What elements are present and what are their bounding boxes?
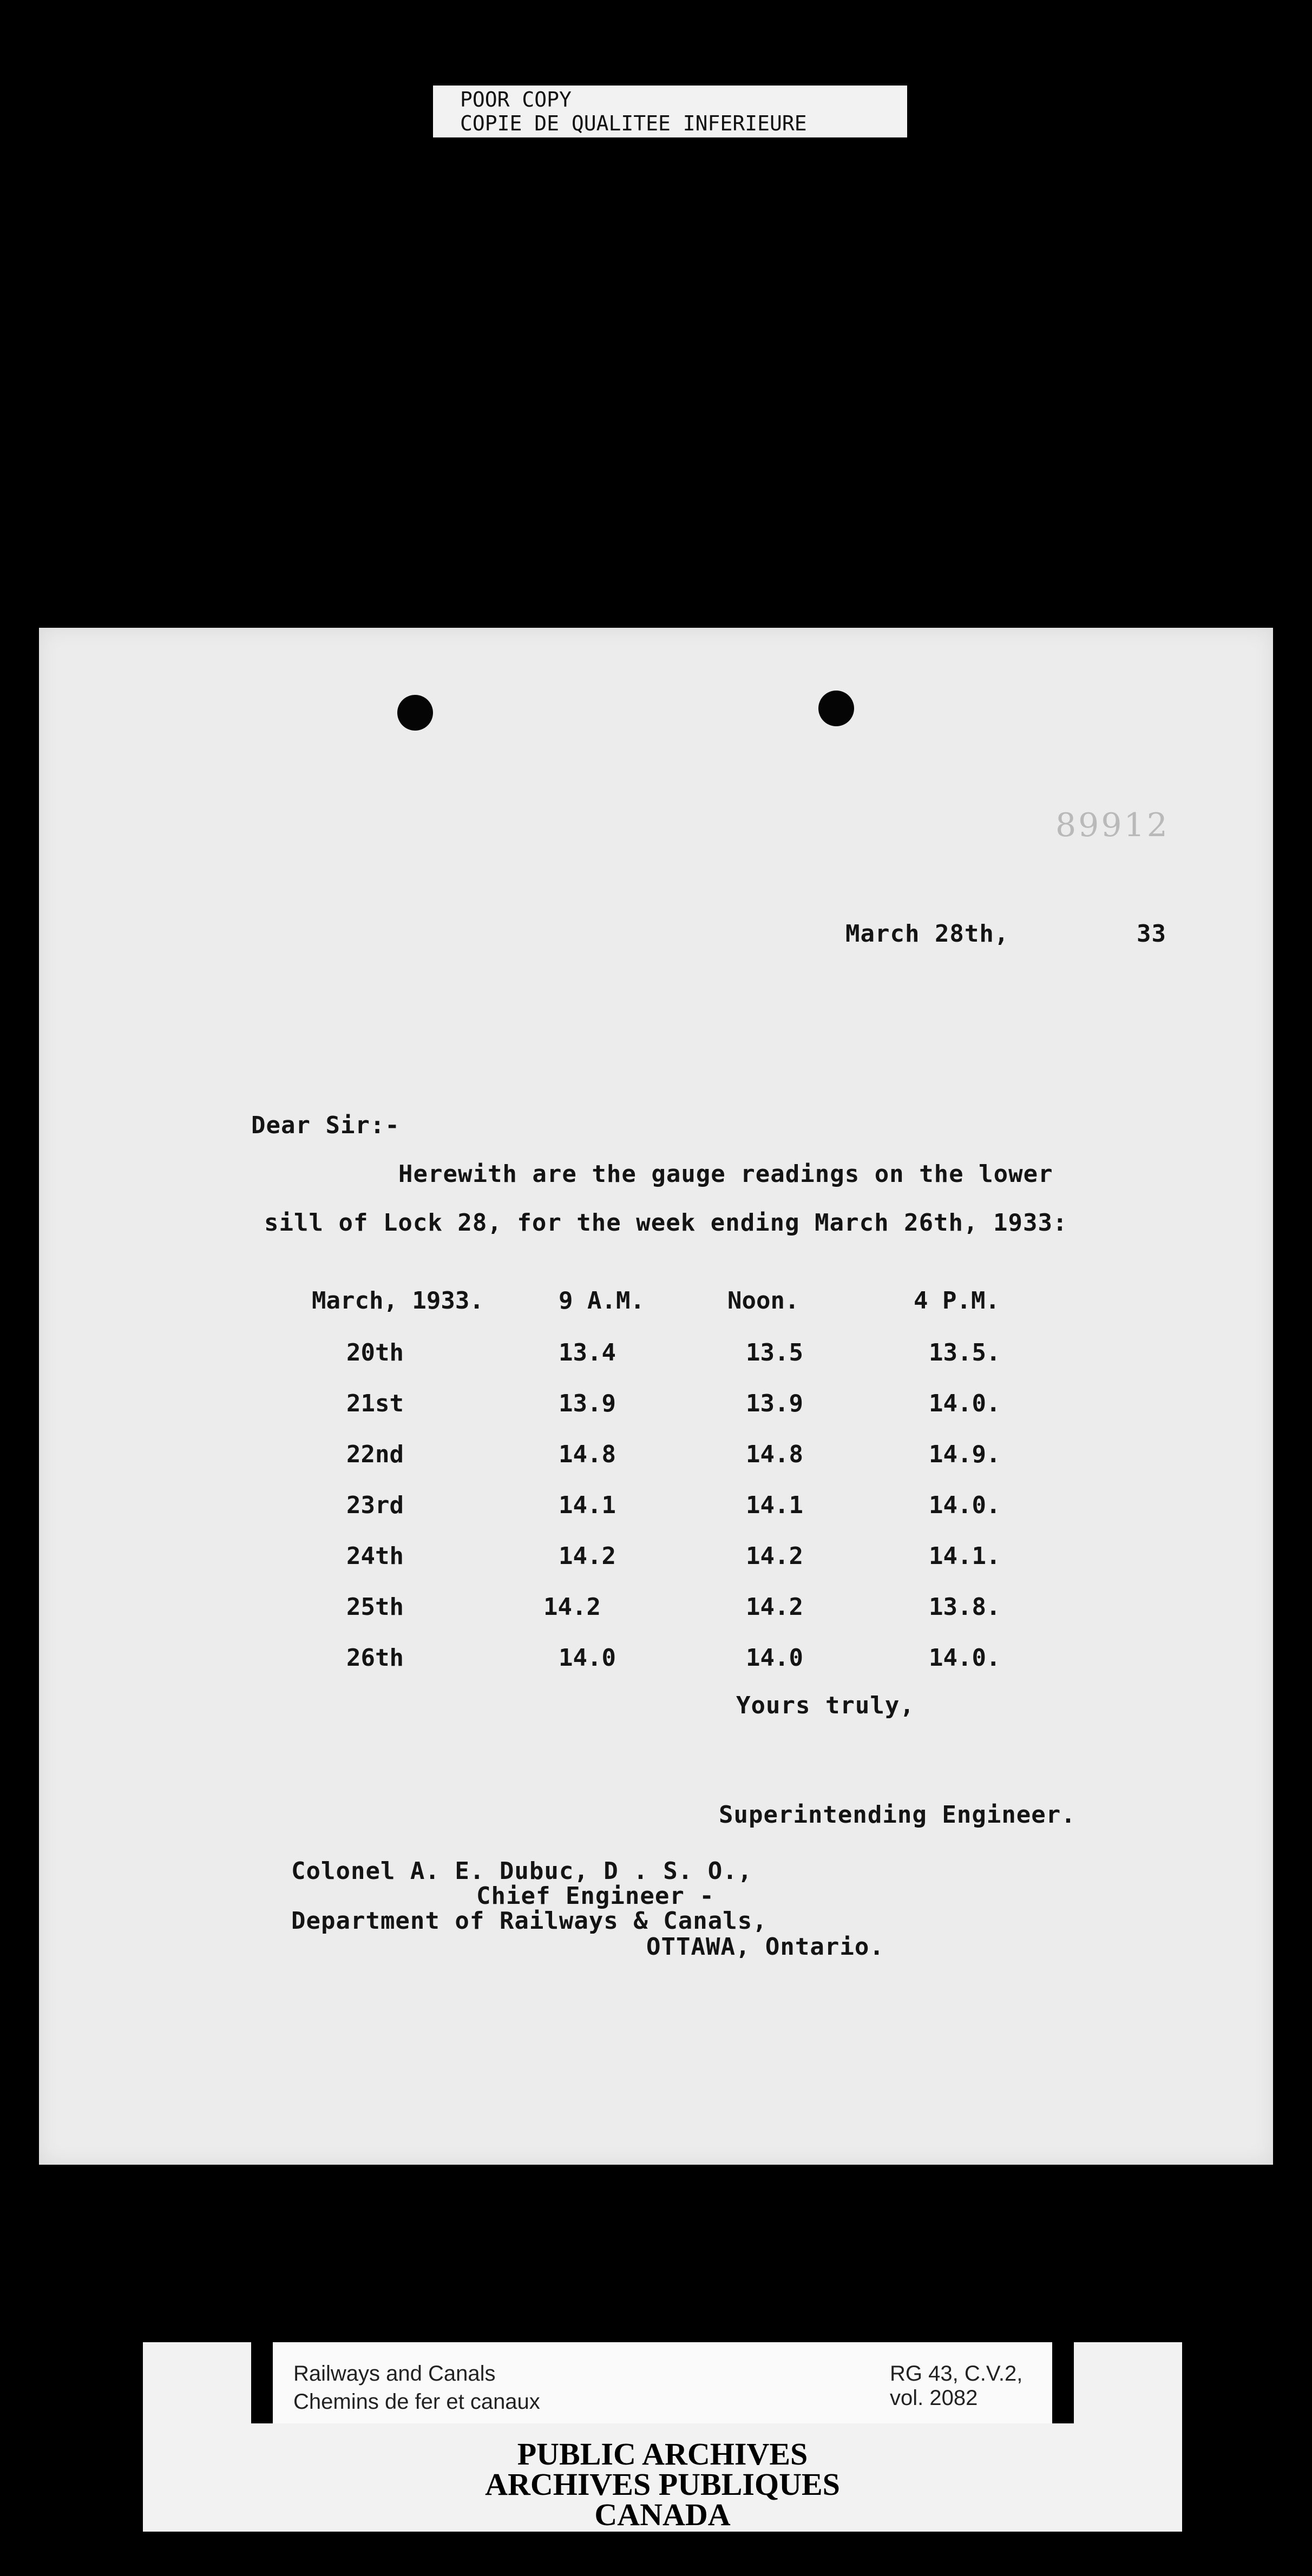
row-9am: 14.2: [543, 1593, 601, 1621]
row-4pm: 14.0.: [929, 1644, 1001, 1672]
row-4pm: 13.8.: [929, 1593, 1001, 1621]
series-en: Railways and Canals: [293, 2362, 496, 2386]
table-header-date: March, 1933.: [312, 1287, 484, 1315]
addressee-title: Chief Engineer -: [476, 1882, 714, 1910]
institution-country: CANADA: [594, 2497, 731, 2532]
row-9am: 13.4: [559, 1339, 616, 1366]
series-fr: Chemins de fer et canaux: [293, 2390, 540, 2414]
salutation: Dear Sir:-: [251, 1112, 400, 1139]
row-noon: 13.5: [746, 1339, 803, 1366]
institution-en: PUBLIC ARCHIVES: [517, 2436, 808, 2472]
addressee-city: OTTAWA, Ontario.: [646, 1933, 884, 1961]
row-noon: 13.9: [746, 1390, 803, 1417]
signature-title: Superintending Engineer.: [719, 1801, 1076, 1829]
row-9am: 14.0: [559, 1644, 616, 1672]
row-noon: 14.2: [746, 1593, 803, 1621]
file-stamp-number: 89912: [1055, 806, 1170, 844]
letter-page: [39, 628, 1273, 2165]
body-line-2: sill of Lock 28, for the week ending March 26th, 1933:: [264, 1209, 1068, 1237]
addressee-name: Colonel A. E. Dubuc, D . S. O.,: [291, 1857, 753, 1885]
closing: Yours truly,: [736, 1692, 915, 1719]
row-day: 20th: [346, 1339, 404, 1366]
footer-tab-left: [251, 2342, 273, 2423]
row-9am: 14.2: [559, 1542, 616, 1570]
row-day: 26th: [346, 1644, 404, 1672]
poor-copy-label: [433, 86, 907, 137]
row-noon: 14.8: [746, 1441, 803, 1468]
row-day: 24th: [346, 1542, 404, 1570]
archive-reference: RG 43, C.V.2, vol. 2082: [890, 2362, 1023, 2410]
letter-year: 33: [1137, 920, 1166, 948]
addressee-department: Department of Railways & Canals,: [291, 1907, 767, 1935]
table-header-noon: Noon.: [727, 1287, 799, 1315]
archive-footer: [143, 2342, 1182, 2532]
row-day: 22nd: [346, 1441, 404, 1468]
row-4pm: 14.9.: [929, 1441, 1001, 1468]
footer-tab-right: [1052, 2342, 1074, 2423]
row-noon: 14.1: [746, 1491, 803, 1519]
row-day: 25th: [346, 1593, 404, 1621]
body-line-1: Herewith are the gauge readings on the lower: [398, 1160, 1053, 1188]
poor-copy-text: POOR COPY: [460, 88, 572, 111]
table-header-4pm: 4 P.M.: [914, 1287, 1000, 1315]
letter-date: March 28th,: [845, 920, 1009, 948]
row-4pm: 13.5.: [929, 1339, 1001, 1366]
punch-hole-right: [818, 691, 854, 726]
row-9am: 13.9: [559, 1390, 616, 1417]
row-9am: 14.8: [559, 1441, 616, 1468]
punch-hole-left: [397, 695, 433, 731]
archive-reference-card: [273, 2342, 1052, 2423]
row-day: 23rd: [346, 1491, 404, 1519]
row-4pm: 14.1.: [929, 1542, 1001, 1570]
table-header-9am: 9 A.M.: [559, 1287, 645, 1315]
row-4pm: 14.0.: [929, 1491, 1001, 1519]
row-9am: 14.1: [559, 1491, 616, 1519]
poor-copy-text-fr: COPIE DE QUALITEE INFERIEURE: [460, 111, 807, 135]
institution-fr: ARCHIVES PUBLIQUES: [485, 2467, 840, 2502]
row-day: 21st: [346, 1390, 404, 1417]
row-noon: 14.2: [746, 1542, 803, 1570]
row-4pm: 14.0.: [929, 1390, 1001, 1417]
row-noon: 14.0: [746, 1644, 803, 1672]
